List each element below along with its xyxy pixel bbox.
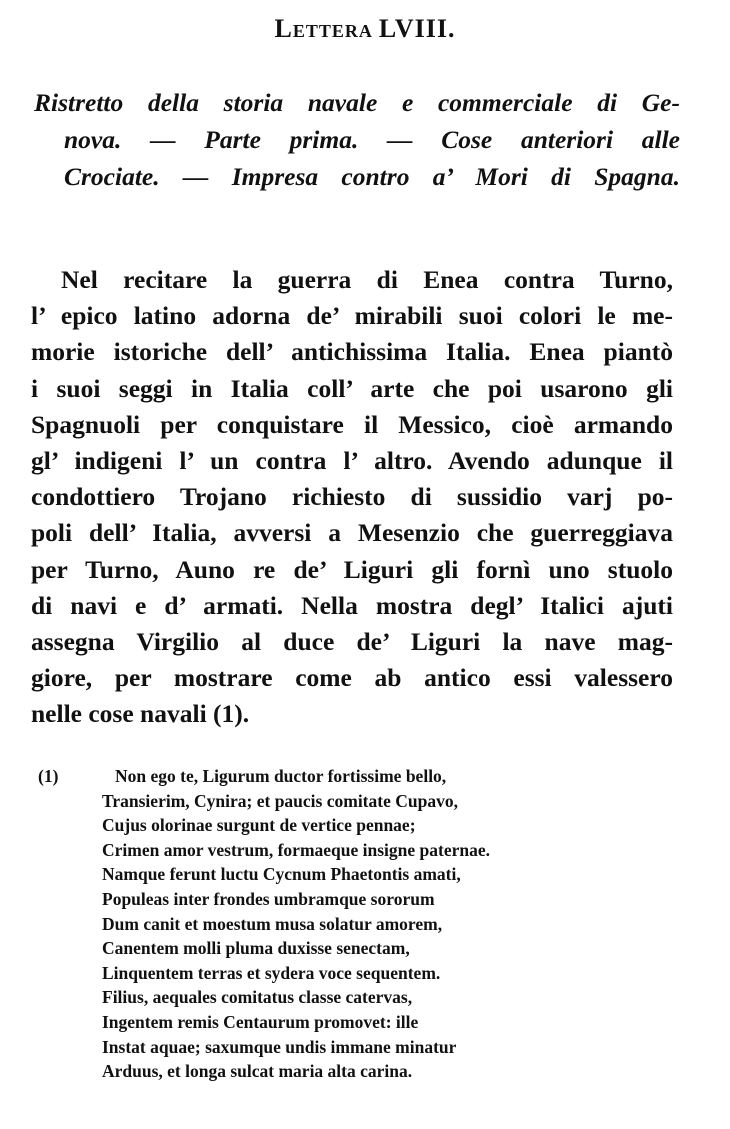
footnote-verse: Dum canit et moestum musa solatur amorem, xyxy=(102,913,443,934)
letter-heading-title: Lettera xyxy=(274,14,373,43)
body-line: Nel recitare la guerra di Enea contra Turno, xyxy=(61,265,673,294)
body-line: poli dell’ Italia, avversi a Mesenzio che guerreggiava xyxy=(31,518,673,548)
body-line: di navi e d’ armati. Nella mostra degl’ Italici ajuti xyxy=(31,590,673,620)
footnote-verse: Non ego te, Ligurum ductor fortissime bello, xyxy=(115,766,447,786)
body-line: assegna Virgilio al duce de’ Liguri la nave mag- xyxy=(31,627,673,657)
body-line: l’ epico latino adorna de’ mirabili suoi colori le me- xyxy=(31,301,673,331)
body-line: condottiero Trojano richiesto di sussidio varj po- xyxy=(31,482,673,512)
footnote-verse: Instat aquae; saxumque undis immane minatur xyxy=(102,1036,457,1057)
footnote-verse: Namque ferunt luctu Cycnum Phaetontis amati, xyxy=(102,864,461,885)
chapter-summary xyxy=(34,84,680,195)
letter-heading-numeral: LVIII. xyxy=(378,14,456,43)
footnote-verse: Linquentem terras et sydera voce sequentem. xyxy=(102,962,441,983)
body-line: per Turno, Auno re de’ Liguri gli fornì uno stuolo xyxy=(31,554,673,584)
footnote-marker: (1) xyxy=(38,766,59,786)
footnote-verse: Crimen amor vestrum, formaeque insigne paternae. xyxy=(102,839,491,860)
summary-line: Crociate. — Impresa contro a’ Mori di Spagna. xyxy=(64,162,680,191)
footnote-verse: Arduus, et longa sulcat maria alta carina. xyxy=(102,1061,413,1082)
summary-line: Ristretto della storia navale e commerciale di Ge- xyxy=(34,88,680,117)
summary-line: nova. — Parte prima. — Cose anteriori alle xyxy=(64,125,680,154)
footnote-verse: Canentem molli pluma duxisse senectam, xyxy=(102,938,410,959)
footnote-verse: Transierim, Cynira; et paucis comitate Cupavo, xyxy=(102,790,458,811)
body-line: Spagnuoli per conquistare il Messico, cioè armando xyxy=(31,409,673,439)
footnote-verse: Ingentem remis Centaurum promovet: ille xyxy=(102,1011,419,1032)
footnote-verse: Filius, aequales comitatus classe catervas, xyxy=(102,987,413,1008)
footnote-verse: Cujus olorinae surgunt de vertice pennae; xyxy=(102,815,416,836)
letter-heading xyxy=(0,14,730,44)
body-paragraph xyxy=(31,262,673,733)
footnote-verse: Populeas inter frondes umbramque sororum xyxy=(102,888,435,909)
footnote-verses xyxy=(102,764,602,1084)
body-line: gl’ indigeni l’ un contra l’ altro. Avendo adunque il xyxy=(31,446,673,476)
body-line: morie istoriche dell’ antichissima Italia. Enea piantò xyxy=(31,337,673,367)
body-line: giore, per mostrare come ab antico essi valessero xyxy=(31,663,673,693)
body-line: nelle cose navali (1). xyxy=(31,699,250,729)
body-line: i suoi seggi in Italia coll’ arte che poi usarono gli xyxy=(31,373,673,403)
